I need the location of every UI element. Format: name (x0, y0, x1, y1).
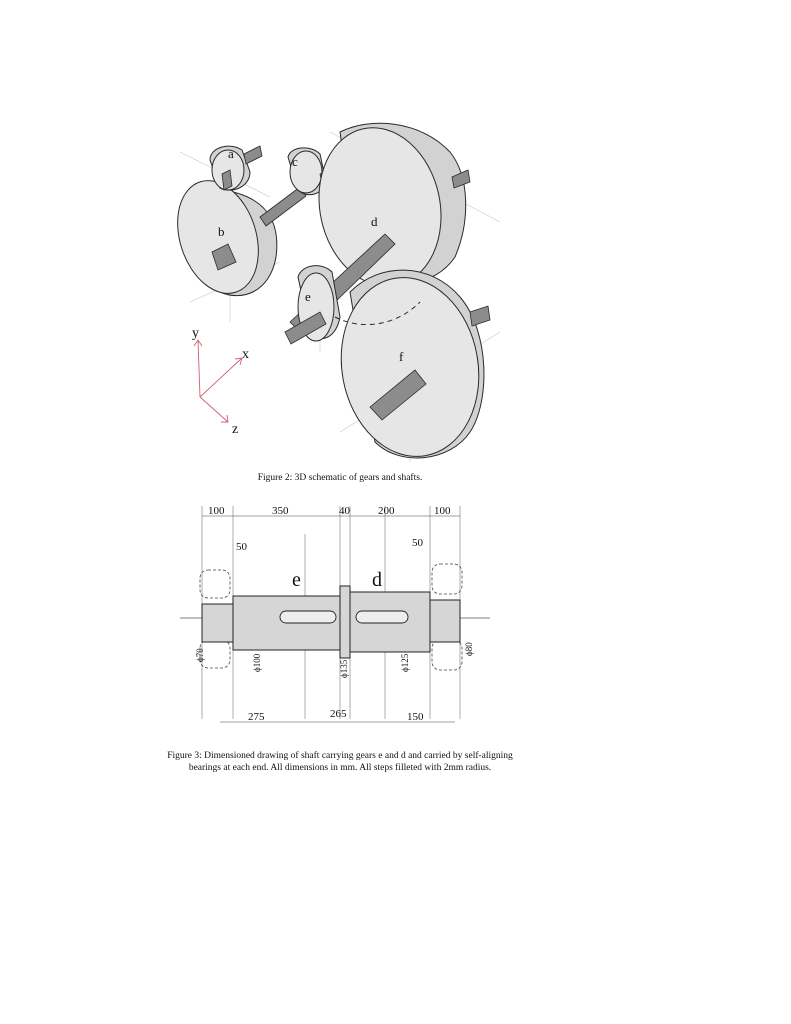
dia-135: ϕ135 (339, 659, 349, 678)
figure-2-drawing (170, 112, 510, 467)
dim-offset-right: 50 (412, 537, 423, 549)
dim-bottom-3: 150 (407, 711, 424, 723)
figure-2-caption: Figure 2: 3D schematic of gears and shafts. (257, 473, 423, 483)
dia-80: ϕ80 (464, 642, 474, 656)
figure-3-caption-line-2: bearings at each end. All dimensions in mm. All steps filleted with 2mm radius. (188, 763, 492, 773)
label-gear-a: a (228, 146, 234, 161)
dia-125: ϕ125 (400, 653, 410, 672)
dim-offset-left: 50 (236, 541, 247, 553)
gear-a (210, 146, 262, 190)
dim-top-3: 40 (339, 505, 350, 517)
figure-3-drawing (180, 494, 500, 744)
label-gear-d: d (371, 214, 378, 229)
dia-70: ϕ70 (195, 648, 205, 662)
label-gear-e-drawing: e (292, 569, 301, 591)
figure-3-caption (120, 750, 560, 774)
axis-label-y: y (192, 326, 199, 341)
label-gear-e: e (305, 289, 311, 304)
dim-top-5: 100 (434, 505, 451, 517)
label-gear-d-drawing: d (372, 569, 382, 591)
keyway-d (356, 611, 408, 623)
label-gear-c: c (292, 154, 298, 169)
axis-label-z: z (232, 422, 239, 437)
figure-3-dimensioned-shaft (180, 494, 500, 744)
axis-label-x: x (242, 347, 249, 362)
dim-bottom-2: 265 (330, 708, 347, 720)
dim-top-1: 100 (208, 505, 225, 517)
gear-f (327, 267, 492, 467)
figure-3-caption-line-1: Figure 3: Dimensioned drawing of shaft carrying gears e and d and carried by self-aligning (167, 751, 513, 761)
dim-top-4: 200 (378, 505, 395, 517)
dim-top-2: 350 (272, 505, 289, 517)
figure-2-3d-schematic (170, 112, 510, 467)
dim-bottom-1: 275 (248, 711, 265, 723)
coordinate-axes (194, 340, 242, 422)
shaft-bc (260, 187, 306, 226)
dia-100: ϕ100 (252, 653, 262, 672)
label-gear-b: b (218, 224, 225, 239)
label-gear-f: f (399, 349, 404, 364)
keyway-e (280, 611, 336, 623)
gear-e (285, 266, 340, 344)
